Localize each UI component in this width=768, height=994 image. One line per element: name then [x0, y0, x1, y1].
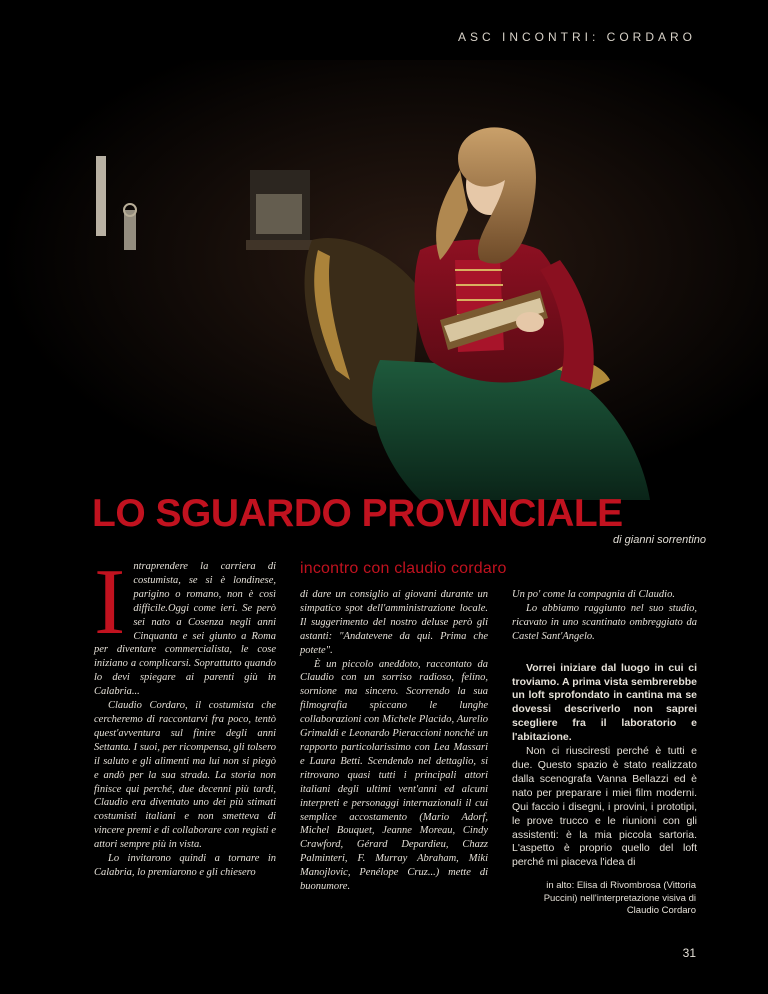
article-subtitle: incontro con claudio cordaro [300, 560, 507, 577]
drop-cap: I [94, 550, 126, 654]
column-1 [94, 550, 276, 880]
paragraph: Un po' come la compagnia di Claudio. [512, 589, 675, 600]
paragraph: È un piccolo aneddoto, raccontato da Claudio con un sorriso radioso, felino, sornione ma sincero. Scorrendo la sua filmografia spiccano le lunghe collaborazioni con Michele Placido, Aurelio Grimaldi e Leonardo Pieraccioni nonché un rapporto particolarissimo con Lea Massari e Laura Betti. Scendendo nel dettaglio, si ritrovano quasi tutti i principali attori italiani degli ultimi vent'anni ed alcuni interpreti e personaggi internazionali il cui semplice accostamento (Mario Adorf, Michel Bouquet, Jeanne Moreau, Cindy Crawford, Gérard Depardieu, Chazz Palminteri, F. Murray Abraham, Miki Manojlovic, Penélope Cruz...) mette di buonumore. [300, 658, 488, 893]
page-number: 31 [682, 946, 696, 960]
paragraph: Claudio Cordaro, il costumista che cercheremo di raccontarvi fra poco, tentò quest'avventura sul finire degli anni Settanta. I suoi, per ricompensa, gli tolsero il saluto e gli alimenti ma lui non si piegò e andò per la sua strada. La storia non finisce qui perché, due decenni più tardi, Claudio era diventato uno dei più stimati costumisti italiani e non smetteva di vincere premi e di collaborare con registi e attori sempre più in vista. [94, 700, 276, 851]
interview-question: Vorrei iniziare dal luogo in cui ci troviamo. A prima vista sembrerebbe un loft sprofondato in cantina ma se dovessi descriverlo non saprei scegliere fra il laboratorio e l'abitazione. [512, 661, 697, 744]
photo-woman-reading-icon [0, 60, 768, 500]
interview-answer: Non ci riusciresti perché è tutti e due. Questo spazio è stato realizzato dalla scenografa Vanna Bellazzi ed è nato per preparare i miei film moderni. Qui faccio i disegni, i provini, i prototipi, le prove trucco e le riunioni con gli assistenti: è la mia piccola sartoria. L'aspetto è proprio quello del loft perché mi piaceva l'idea di [512, 745, 697, 869]
section-header: ASC INCONTRI: CORDARO [457, 30, 696, 44]
column-3 [512, 588, 697, 870]
paragraph: Lo abbiamo raggiunto nel suo studio, ricavato in uno scantinato ombreggiato da Castel Sant'Angelo. [512, 602, 697, 642]
photo-caption: in alto: Elisa di Rivombrosa (Vittoria Puccini) nell'interpretazione visiva di Claudio Cordaro [543, 880, 696, 916]
column-2 [300, 588, 488, 894]
paragraph: Lo invitarono quindi a tornare in Calabria, lo premiarono e gli chiesero [94, 853, 276, 878]
article-byline: di gianni sorrentino [613, 534, 706, 546]
spacer [512, 644, 697, 662]
paragraph: ntraprendere la carriera di costumista, se si è londinese, parigino o romano, non è così difficile.Oggi come ieri. Se però sei nato a Cosenza negli anni Cinquanta e sei giunto a Roma per diventare commercialista, le cose iniziano a complicarsi. Soprattutto quando lo devi spiegare ai parenti giù in Calabria... [94, 561, 276, 698]
paragraph: di dare un consiglio ai giovani durante un simpatico spot dell'amministrazione locale. Il suggerimento del nostro deluse però gli astanti: "Andatevene da qui. Prima che potete". [300, 589, 488, 656]
article-title: LO SGUARDO PROVINCIALE [92, 492, 623, 535]
